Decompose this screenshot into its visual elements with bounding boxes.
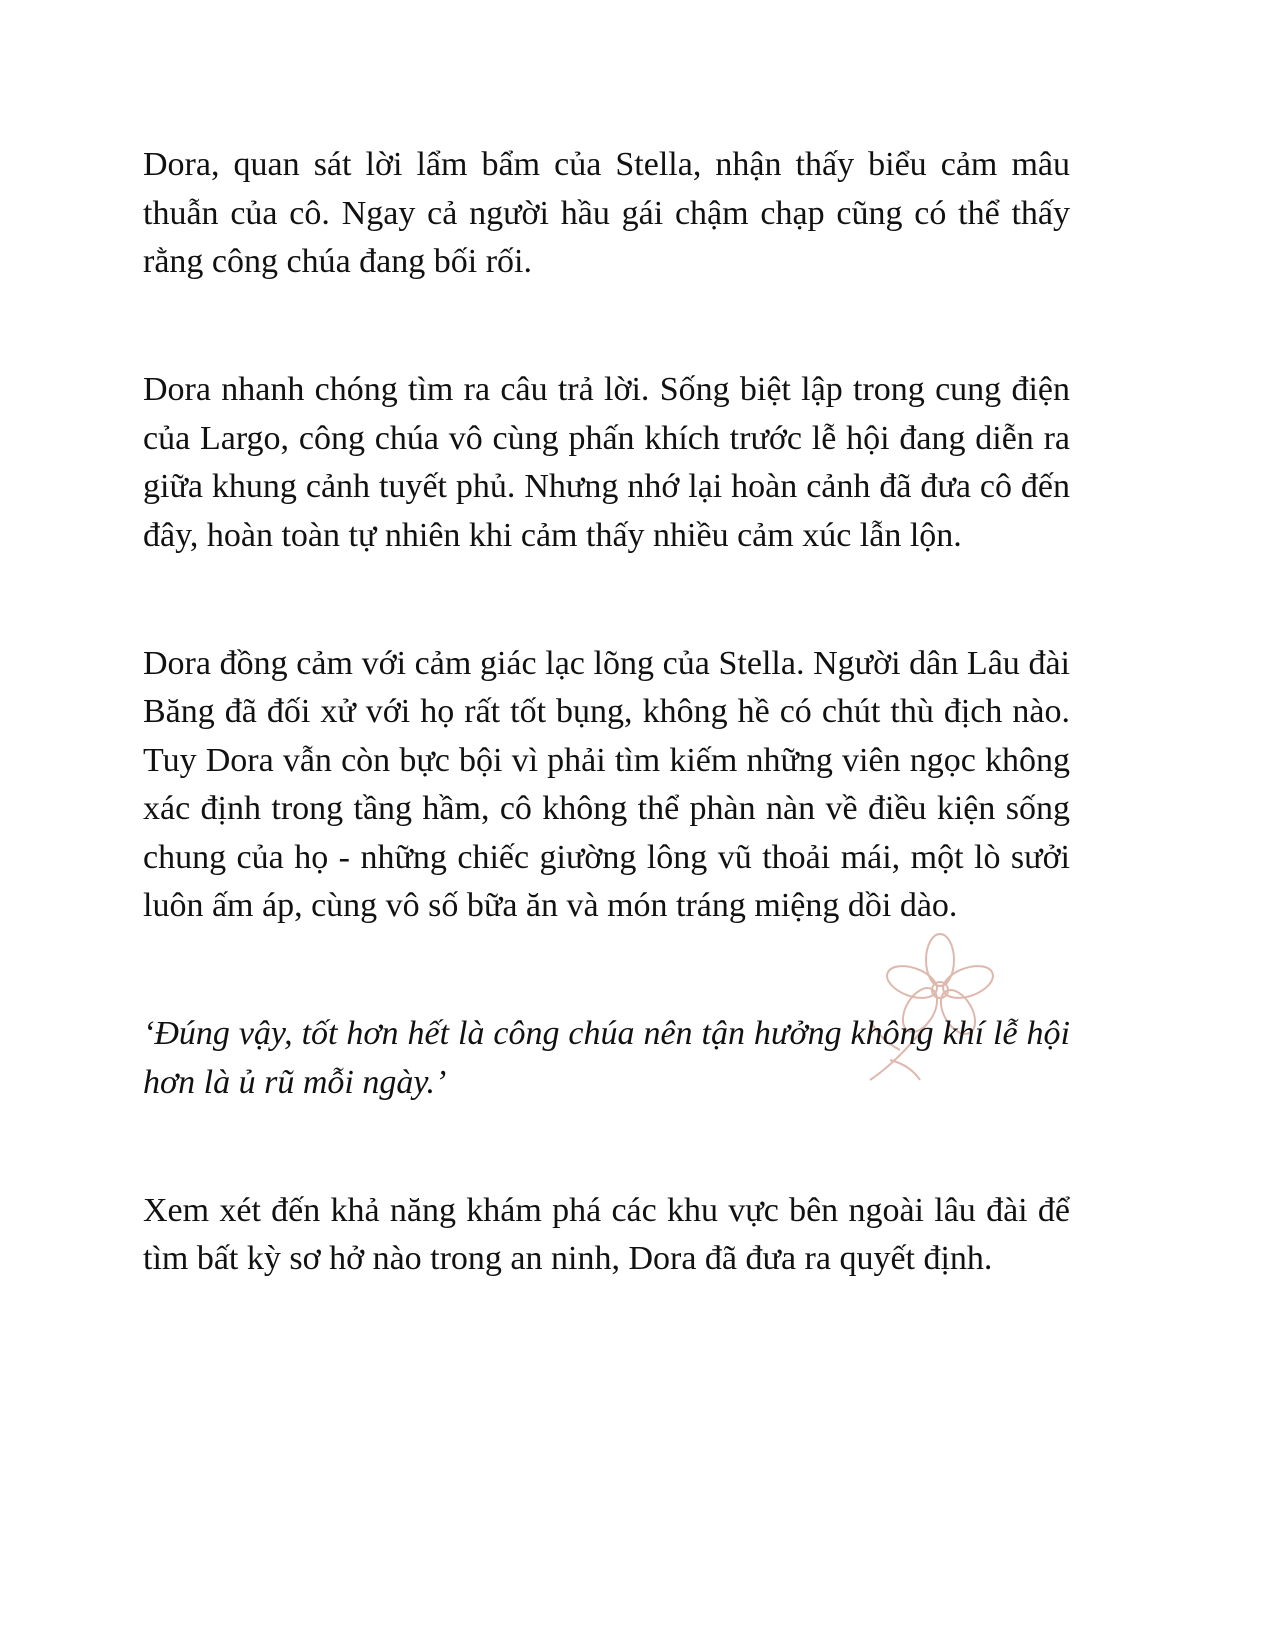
paragraph-4-italic: ‘Đúng vậy, tốt hơn hết là công chúa nên tận hưởng không khí lễ hội hơn là ủ rũ mỗi ngày.’ [143, 1015, 1070, 1101]
document-body [143, 0, 1070, 1284]
paragraph-2: Dora nhanh chóng tìm ra câu trả lời. Sống biệt lập trong cung điện của Largo, công chúa vô cùng phấn khích trước lễ hội đang diễn ra giữa khung cảnh tuyết phủ. Nhưng nhớ lại hoàn cảnh đã đưa cô đến đây, hoàn toàn tự nhiên khi cảm thấy nhiều cảm xúc lẫn lộn. [143, 371, 1070, 554]
paragraph-3: Dora đồng cảm với cảm giác lạc lõng của Stella. Người dân Lâu đài Băng đã đối xử với họ rất tốt bụng, không hề có chút thù địch nào. Tuy Dora vẫn còn bực bội vì phải tìm kiếm những viên ngọc không xác định trong tầng hầm, cô không thể phàn nàn về điều kiện sống chung của họ - những chiếc giường lông vũ thoải mái, một lò sưởi luôn ấm áp, cùng vô số bữa ăn và món tráng miệng dồi dào. [143, 644, 1070, 924]
paragraph-1: Dora, quan sát lời lẩm bẩm của Stella, nhận thấy biểu cảm mâu thuẫn của cô. Ngay cả người hầu gái chậm chạp cũng có thể thấy rằng công chúa đang bối rối. [143, 146, 1070, 280]
paragraph-5: Xem xét đến khả năng khám phá các khu vực bên ngoài lâu đài để tìm bất kỳ sơ hở nào trong an ninh, Dora đã đưa ra quyết định. [143, 1191, 1070, 1277]
